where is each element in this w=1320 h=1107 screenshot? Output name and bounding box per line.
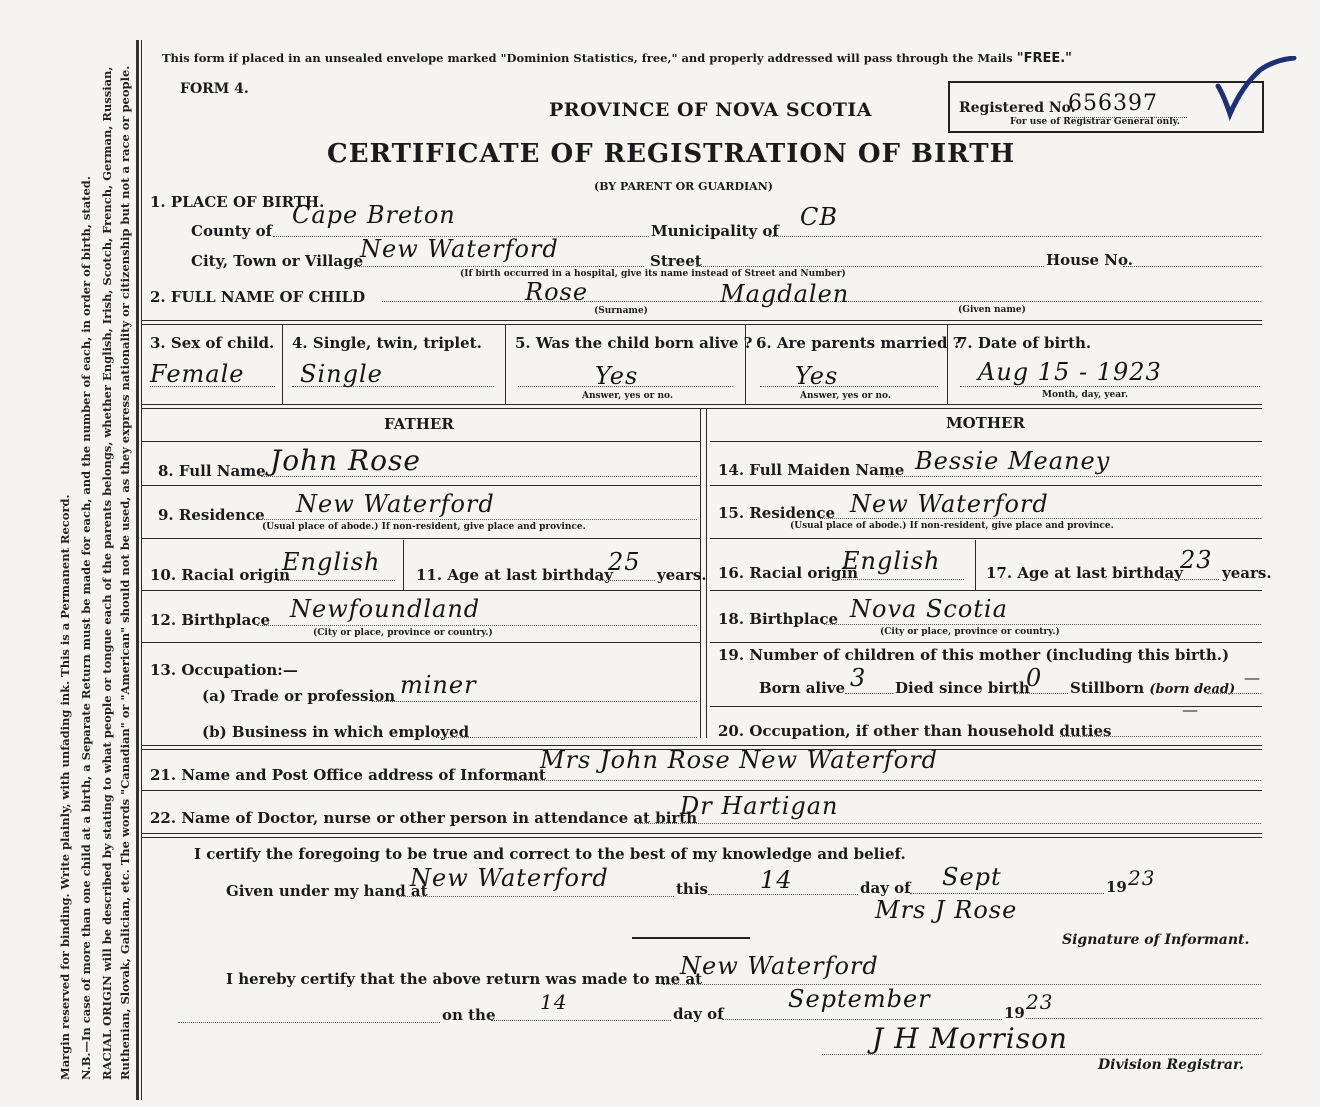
divider-4-5 bbox=[505, 324, 506, 404]
rule-top-row3b bbox=[142, 324, 1262, 325]
province-heading: PROVINCE OF NOVA SCOTIA bbox=[549, 99, 873, 121]
mother-racial-label: 16. Racial origin bbox=[718, 564, 859, 582]
county-label: County of bbox=[191, 222, 273, 240]
mother-age-value: 23 bbox=[1180, 546, 1213, 574]
signature-divider bbox=[632, 937, 750, 939]
mother-birthplace-label: 18. Birthplace bbox=[718, 610, 839, 628]
place-of-birth-label: 1. PLACE OF BIRTH. bbox=[150, 193, 325, 211]
sex-label: 3. Sex of child. bbox=[150, 334, 275, 352]
father-birthplace-caption: (City or place, province or country.) bbox=[313, 628, 493, 638]
house-number-label: House No. bbox=[1046, 251, 1133, 269]
city-value: New Waterford bbox=[360, 235, 559, 263]
children-count-label: 19. Number of children of this mother (including this birth.) bbox=[718, 646, 1230, 664]
registered-number-label: Registered No. bbox=[959, 100, 1076, 116]
registrar-general-note: For use of Registrar General only. bbox=[1010, 117, 1180, 127]
mother-birthplace-value: Nova Scotia bbox=[850, 595, 1008, 623]
city-label: City, Town or Village bbox=[191, 252, 364, 270]
checkmark-icon bbox=[1212, 56, 1302, 126]
rule-after-doctor-b bbox=[142, 837, 1262, 838]
registrar-signature-value: J H Morrison bbox=[872, 1022, 1068, 1055]
mother-name-value: Bessie Meaney bbox=[915, 447, 1111, 475]
registrar-day-value: 14 bbox=[540, 990, 568, 1014]
doctor-line bbox=[637, 823, 1261, 824]
margin-note-racial-origin: RACIAL ORIGIN will be described by stating to what people or tongue each of the parents belongs, whether English, Irish, Scotch, French, German, Russian, bbox=[100, 66, 114, 1080]
father-rule-9 bbox=[142, 538, 700, 539]
died-since-birth-label: Died since birth bbox=[895, 679, 1030, 697]
born-alive-count-line bbox=[845, 693, 893, 694]
cert-day-of-label: day of bbox=[860, 879, 911, 897]
registrar-place-line bbox=[663, 984, 1261, 985]
mother-name-label: 14. Full Maiden Name bbox=[718, 461, 905, 479]
born-alive-caption: Answer, yes or no. bbox=[582, 391, 673, 401]
mother-occupation-value: — bbox=[1182, 700, 1199, 719]
mother-age-line bbox=[1164, 579, 1219, 580]
mother-residence-line bbox=[820, 518, 1261, 519]
father-heading-rule bbox=[142, 441, 700, 442]
street-label: Street bbox=[650, 252, 702, 270]
on-the-label: on the bbox=[442, 1006, 496, 1024]
mail-note: This form if placed in an unsealed envelope marked "Dominion Statistics, free," and properly addressed will pass through the Mails "FREE." bbox=[162, 51, 1072, 66]
trade-line bbox=[372, 701, 697, 702]
born-alive-label: 5. Was the child born alive ? bbox=[515, 334, 753, 352]
date-of-birth-caption: Month, day, year. bbox=[1042, 390, 1129, 400]
municipality-line bbox=[769, 236, 1261, 237]
county-value: Cape Breton bbox=[292, 201, 456, 229]
mother-birthplace-line bbox=[824, 624, 1261, 625]
registered-number-value: 656397 bbox=[1068, 91, 1158, 116]
certify-statement: I certify the foregoing to be true and correct to the best of my knowledge and belief. bbox=[194, 845, 906, 863]
father-racial-value: English bbox=[282, 548, 381, 576]
plurality-value: Single bbox=[300, 360, 383, 388]
informant-value: Mrs John Rose New Waterford bbox=[540, 746, 939, 774]
house-number-line bbox=[1123, 266, 1261, 267]
mother-residence-caption: (Usual place of abode.) If non-resident, give place and province. bbox=[790, 521, 1114, 531]
father-rule-8 bbox=[142, 485, 700, 486]
margin-note-racial-origin-cont: Ruthenian, Slovak, Galician, etc. The words "Canadian" or "American" should not be used, as they express nationality or citizenship but not a race or people. bbox=[118, 65, 132, 1080]
certificate-title: CERTIFICATE OF REGISTRATION OF BIRTH bbox=[327, 139, 1016, 169]
child-surname-value: Rose bbox=[525, 278, 589, 306]
father-age-line bbox=[599, 580, 655, 581]
cert-day-value: 14 bbox=[760, 866, 793, 894]
father-name-value: John Rose bbox=[270, 444, 421, 477]
stillborn-line bbox=[1207, 693, 1261, 694]
parents-married-value: Yes bbox=[795, 362, 839, 390]
cert-month-value: Sept bbox=[942, 863, 1002, 891]
registrar-day-of-label: day of bbox=[673, 1005, 724, 1023]
mother-rule-19 bbox=[710, 706, 1262, 707]
father-racial-label: 10. Racial origin bbox=[150, 566, 291, 584]
registrar-signature-line bbox=[822, 1054, 1261, 1055]
cert-day-line bbox=[708, 894, 858, 895]
father-birthplace-label: 12. Birthplace bbox=[150, 611, 271, 629]
registrar-caption: Division Registrar. bbox=[1098, 1057, 1244, 1073]
mother-residence-label: 15. Residence bbox=[718, 504, 836, 522]
father-birthplace-line bbox=[257, 625, 697, 626]
given-place-value: New Waterford bbox=[410, 864, 609, 892]
born-alive-count-value: 3 bbox=[850, 664, 867, 692]
street-line bbox=[696, 266, 1044, 267]
mother-rule-15 bbox=[710, 538, 1262, 539]
doctor-value: Dr Hartigan bbox=[680, 792, 839, 820]
registrar-year-line bbox=[1026, 1018, 1261, 1019]
parents-married-line bbox=[760, 386, 938, 387]
margin-note-multiple-births: N.B.—In case of more than one child at a birth, a Separate Return must be made for each, and the number of each, in order of birth, stated. bbox=[79, 176, 93, 1080]
father-heading: FATHER bbox=[384, 415, 454, 433]
given-name-caption: (Given name) bbox=[958, 305, 1026, 315]
informant-signature-caption: Signature of Informant. bbox=[1062, 932, 1250, 948]
sex-value: Female bbox=[150, 360, 245, 388]
registrar-statement: I hereby certify that the above return was made to me at bbox=[226, 970, 703, 988]
child-given-name-value: Magdalen bbox=[720, 280, 850, 308]
plurality-label: 4. Single, twin, triplet. bbox=[292, 334, 482, 352]
given-place-line bbox=[397, 896, 674, 897]
father-occupation-label: 13. Occupation:— bbox=[150, 661, 298, 679]
rule-bottom-row3 bbox=[142, 404, 1262, 405]
mother-rule-14 bbox=[710, 485, 1262, 486]
father-residence-caption: (Usual place of abode.) If non-resident, give place and province. bbox=[262, 522, 586, 532]
mother-years-label: years. bbox=[1222, 564, 1272, 582]
trade-value: miner bbox=[400, 671, 477, 699]
mother-age-label: 17. Age at last birthday bbox=[986, 564, 1183, 582]
given-under-hand-label: Given under my hand at bbox=[226, 882, 428, 900]
father-rule-10 bbox=[142, 590, 700, 591]
registrar-month-value: September bbox=[788, 985, 931, 1013]
registrar-year-prefix: 19 bbox=[1004, 1004, 1025, 1022]
rule-top-row3 bbox=[142, 320, 1262, 321]
registrar-lead-line bbox=[178, 1022, 440, 1023]
father-residence-line bbox=[253, 519, 697, 520]
business-line bbox=[436, 737, 697, 738]
date-of-birth-value: Aug 15 - 1923 bbox=[978, 358, 1162, 386]
binding-margin-rule bbox=[136, 40, 139, 1100]
binding-margin-rule-inner bbox=[141, 40, 142, 1100]
parents-married-caption: Answer, yes or no. bbox=[800, 391, 891, 401]
father-divider-10-11 bbox=[403, 540, 404, 590]
registrar-year-suffix: 23 bbox=[1026, 990, 1054, 1014]
mother-racial-line bbox=[839, 579, 964, 580]
mother-residence-value: New Waterford bbox=[850, 490, 1049, 518]
mother-heading: MOTHER bbox=[946, 414, 1025, 432]
father-residence-label: 9. Residence bbox=[158, 506, 265, 524]
registrar-month-line bbox=[722, 1019, 1002, 1020]
cert-year-prefix: 19 bbox=[1106, 878, 1127, 896]
father-age-label: 11. Age at last birthday bbox=[416, 566, 613, 584]
rule-bottom-row3b bbox=[142, 408, 1262, 409]
child-name-label: 2. FULL NAME OF CHILD bbox=[150, 288, 366, 306]
mother-rule-18 bbox=[710, 642, 1262, 643]
date-of-birth-line bbox=[960, 386, 1260, 387]
informant-label: 21. Name and Post Office address of Informant bbox=[150, 766, 546, 784]
margin-note-binding: Margin reserved for binding. Write plainly, with unfading ink. This is a Permanent Record. bbox=[58, 494, 72, 1080]
divider-3-4 bbox=[282, 324, 283, 404]
father-racial-line bbox=[277, 580, 395, 581]
father-name-label: 8. Full Name bbox=[158, 462, 266, 480]
cert-year-suffix: 23 bbox=[1128, 866, 1156, 890]
hospital-note: (If birth occurred in a hospital, give its name instead of Street and Number) bbox=[460, 269, 846, 279]
informant-line bbox=[506, 780, 1261, 781]
father-residence-value: New Waterford bbox=[296, 490, 495, 518]
mother-rule-16 bbox=[710, 590, 1262, 591]
date-of-birth-label: 7. Date of birth. bbox=[957, 334, 1092, 352]
form-number: FORM 4. bbox=[180, 81, 249, 97]
born-alive-count-label: Born alive bbox=[759, 679, 846, 697]
mother-birthplace-caption: (City or place, province or country.) bbox=[880, 627, 1060, 637]
city-line bbox=[354, 266, 644, 267]
died-since-birth-value: 0 bbox=[1026, 664, 1043, 692]
certificate-subtitle: (BY PARENT OR GUARDIAN) bbox=[594, 180, 773, 193]
surname-caption: (Surname) bbox=[594, 306, 648, 316]
cert-month-line bbox=[910, 893, 1104, 894]
mother-divider-16-17 bbox=[975, 540, 976, 590]
business-label: (b) Business in which employed bbox=[202, 723, 470, 741]
registrar-place-value: New Waterford bbox=[680, 952, 879, 980]
mother-occupation-line bbox=[1060, 736, 1261, 737]
informant-signature-value: Mrs J Rose bbox=[875, 896, 1018, 924]
father-rule-12 bbox=[142, 642, 700, 643]
mother-racial-value: English bbox=[842, 547, 941, 575]
parents-married-label: 6. Are parents married ? bbox=[756, 334, 962, 352]
this-label: this bbox=[676, 880, 708, 898]
municipality-value: CB bbox=[800, 203, 838, 231]
doctor-label: 22. Name of Doctor, nurse or other person in attendance at birth bbox=[150, 809, 698, 827]
mother-occupation-label: 20. Occupation, if other than household duties bbox=[718, 722, 1112, 740]
municipality-label: Municipality of bbox=[651, 222, 779, 240]
father-birthplace-value: Newfoundland bbox=[290, 595, 481, 623]
father-years-label: years. bbox=[657, 566, 707, 584]
rule-after-doctor bbox=[142, 833, 1262, 834]
stillborn-label: Stillborn (born dead) bbox=[1070, 679, 1236, 697]
died-since-birth-line bbox=[1014, 693, 1068, 694]
mother-heading-rule bbox=[710, 441, 1262, 442]
registrar-day-line bbox=[491, 1020, 671, 1021]
mother-name-line bbox=[886, 476, 1261, 477]
born-alive-value: Yes bbox=[595, 362, 639, 390]
stillborn-value: — bbox=[1244, 668, 1261, 687]
father-age-value: 25 bbox=[608, 548, 641, 576]
trade-label: (a) Trade or profession bbox=[202, 687, 396, 705]
rule-after-informant bbox=[142, 790, 1262, 791]
